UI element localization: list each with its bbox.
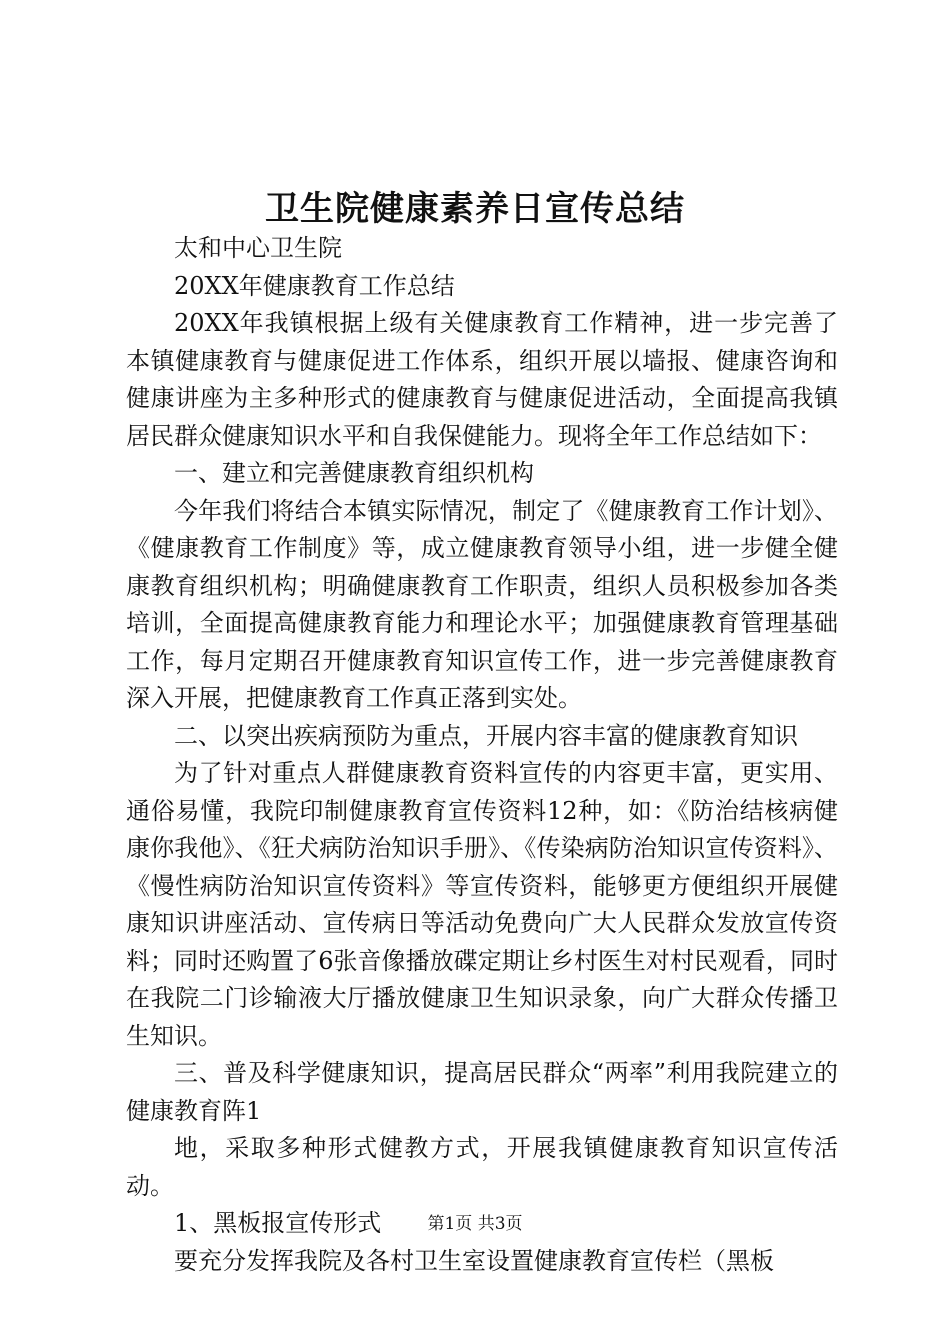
paragraph-organization: 太和中心卫生院 (174, 234, 342, 262)
document-title: 卫生院健康素养日宣传总结 (265, 189, 685, 229)
section-heading-3: 三、普及科学健康知识，提高居民群众“两率”利用我院建立的健康教育阵1 (126, 1059, 838, 1125)
document-body (126, 230, 838, 1280)
subsection-heading-1: 1、黑板报宣传形式 (174, 1209, 382, 1237)
page-number-footer: 第1页 共3页 (427, 1214, 523, 1234)
section-heading-2: 二、以突出疾病预防为重点，开展内容丰富的健康教育知识 (174, 721, 798, 750)
paragraph-section-3: 地，采取多种形式健教方式，开展我镇健康教育知识宣传活动。 (126, 1134, 838, 1200)
paragraph-section-2: 为了针对重点人群健康教育资料宣传的内容更丰富，更实用、通俗易懂，我院印制健康教育宣传资料12种，如：《防治结核病健康你我他》、《狂犬病防治知识手册》、《传染病防治知识宣传资料》、《慢性病防治知识宣传资料》等宣传资料，能够更方便组织开展健康知识讲座活动、宣传病日等活动免费向广大人民群众发放宣传资料；同时还购置了6张音像播放碟定期让乡村医生对村民观看，同时在我院二门诊输液大厅播放健康卫生知识录象，向广大群众传播卫生知识。 (126, 759, 838, 1050)
paragraph-subtitle: 20XX年健康教育工作总结 (174, 271, 455, 300)
paragraph-intro: 20XX年我镇根据上级有关健康教育工作精神，进一步完善了本镇健康教育与健康促进工作体系，组织开展以墙报、健康咨询和健康讲座为主多种形式的健康教育与健康促进活动，全面提高我镇居民群众健康知识水平和自我保健能力。现将全年工作总结如下： (126, 309, 838, 450)
paragraph-section-1: 今年我们将结合本镇实际情况，制定了《健康教育工作计划》、《健康教育工作制度》等，成立健康教育领导小组，进一步健全健康教育组织机构；明确健康教育工作职责，组织人员积极参加各类培训，全面提高健康教育能力和理论水平；加强健康教育管理基础工作，每月定期召开健康教育知识宣传工作，进一步完善健康教育深入开展，把健康教育工作真正落到实处。 (126, 496, 838, 712)
section-heading-1: 一、建立和完善健康教育组织机构 (174, 459, 534, 487)
paragraph-subsection-1: 要充分发挥我院及各村卫生室设置健康教育宣传栏（黑板 (174, 1246, 774, 1275)
